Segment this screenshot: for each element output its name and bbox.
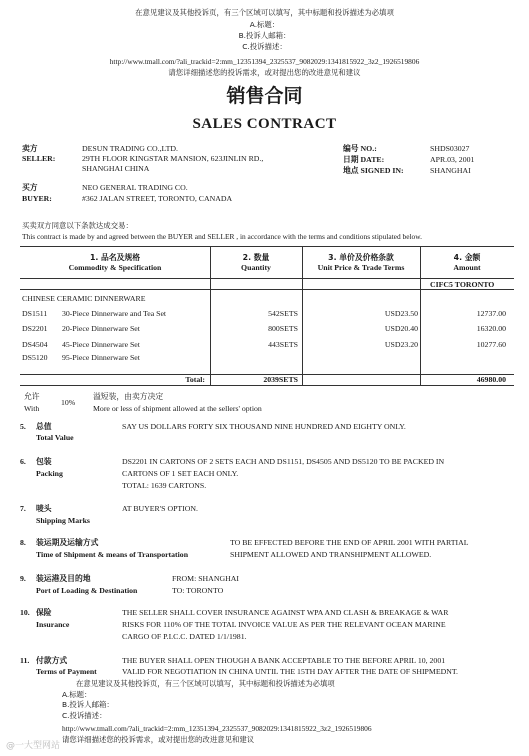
notice-url-link[interactable]: http://www.tmall.com/?ali_trackid=2:mm_12351394_2325537_9082029:1341815922_3z2_1926519806 [62, 724, 372, 733]
clause-title-en: Packing [36, 469, 63, 478]
item-amount: 16320.00 [476, 324, 506, 333]
notice-line: A.标题： [62, 690, 92, 699]
item-description: 45-Piece Dinnerware Set [62, 340, 140, 349]
allowance-label-en: With [24, 404, 40, 413]
item-quantity: 443SETS [268, 340, 298, 349]
notice-line: C.投诉描述： [242, 42, 287, 51]
total-quantity: 2039SETS [263, 375, 298, 384]
contract-place-value: SHANGHAI [430, 166, 471, 175]
clause-title-cn: 总值 [36, 422, 52, 431]
clause-title-en: Shipping Marks [36, 516, 90, 525]
clause-title-en: Port of Loading & Destination [36, 586, 138, 595]
clause-text: FROM: SHANGHAI [172, 574, 239, 583]
contract-date-label: 日期 DATE: [343, 155, 385, 164]
seller-address: 29TH FLOOR KINGSTAR MANSION, 623JINLIN RD., [82, 154, 264, 163]
clause-title-cn: 装运港及目的地 [36, 574, 91, 583]
notice-line: C.投诉描述： [62, 711, 107, 720]
clause-number: 9. [20, 574, 26, 583]
watermark: @一大型网站 [6, 741, 61, 751]
buyer-name: NEO GENERAL TRADING CO. [82, 183, 188, 192]
clause-title-cn: 唛头 [36, 504, 52, 513]
clause-title-cn: 包装 [36, 457, 52, 466]
seller-label-en: SELLER: [22, 154, 56, 163]
clause-title-en: Terms of Payment [36, 667, 97, 676]
clause-text: TO: TORONTO [172, 586, 224, 595]
clause-title-en: Total Value [36, 433, 74, 442]
clause-text: AT BUYER'S OPTION. [122, 504, 198, 513]
item-unit-price: USD23.50 [384, 309, 418, 318]
item-amount: 12737.00 [476, 309, 506, 318]
clause-text: CARGO OF P.I.C.C. DATED 1/1/1981. [122, 632, 247, 641]
title-english: SALES CONTRACT [192, 116, 337, 132]
clause-text: TOTAL: 1639 CARTONS. [122, 481, 207, 490]
seller-label-cn: 卖方 [22, 144, 38, 153]
notice-line: B.投诉人邮箱： [62, 700, 114, 709]
allowance-label-cn: 允许 [24, 392, 40, 401]
item-quantity: 800SETS [268, 324, 298, 333]
allowance-text-en: More or less of shipment allowed at the sellers' option [93, 404, 262, 413]
contract-no-label: 编号 NO.: [343, 144, 377, 153]
intro-cn: 买卖双方同意以下条款达成交易： [22, 221, 133, 230]
buyer-address: #362 JALAN STREET, TORONTO, CANADA [82, 194, 233, 203]
notice-line: 在意见建议及其他投诉页，有三个区域可以填写，其中标题和投诉描述为必填项 [76, 679, 335, 688]
clause-number: 5. [20, 422, 26, 431]
column-header-quantity: 2. 数量 Quantity [241, 253, 271, 272]
notice-line: 请您详细描述您的投诉需求，或对提出您的改进意见和建议 [62, 735, 255, 744]
clause-number: 11. [20, 656, 30, 665]
item-quantity: 542SETS [268, 309, 298, 318]
clause-text: SAY US DOLLARS FORTY SIX THOUSAND NINE HUNDRED AND EIGHTY ONLY. [122, 422, 406, 431]
column-header-unit-price: 3. 单价及价格条款 Unit Price & Trade Terms [317, 253, 405, 272]
clause-title-en: Insurance [36, 620, 70, 629]
buyer-label-cn: 买方 [22, 183, 38, 192]
column-header-commodity: 1. 品名及规格 Commodity & Specification [68, 253, 162, 272]
total-label: Total: [185, 375, 205, 384]
contract-no-value: SHDS03027 [430, 144, 470, 153]
item-description: 95-Piece Dinnerware Set [62, 353, 140, 362]
item-description: 20-Piece Dinnerware Set [62, 324, 140, 333]
notice-line: B.投诉人邮箱： [238, 31, 291, 40]
clause-number: 6. [20, 457, 26, 466]
clause-title-cn: 付款方式 [36, 656, 68, 665]
notice-line: A.标题： [249, 20, 280, 29]
contract-place-label: 地点 SIGNED IN: [343, 166, 404, 175]
clause-title-en: Time of Shipment & means of Transportation [36, 550, 189, 559]
total-amount: 46980.00 [476, 375, 506, 384]
clause-text: DS2201 IN CARTONS OF 2 SETS EACH AND DS1151, DS4505 AND DS5120 TO BE PACKED IN [122, 457, 445, 466]
intro-en: This contract is made by and agreed between the BUYER and SELLER , in accordance with the terms and conditions stipulated below. [22, 232, 422, 241]
clause-title-cn: 装运期及运输方式 [36, 538, 99, 547]
contract-date-value: APR.03, 2001 [430, 155, 475, 164]
item-code: DS5120 [22, 353, 48, 362]
buyer-label-en: BUYER: [22, 194, 52, 203]
allowance-text-cn: 溢短装，由卖方决定 [93, 392, 164, 401]
item-code: DS4504 [22, 340, 48, 349]
clause-text: RISKS FOR 110% OF THE TOTAL INVOICE VALUE AS PER THE RELEVANT OCEAN MARINE [122, 620, 446, 629]
clause-title-cn: 保险 [36, 608, 52, 617]
notice-url-link[interactable]: http://www.tmall.com/?ali_trackid=2:mm_12351394_2325537_9082029:1341815922_3z2_1926519806 [109, 57, 420, 66]
notice-line: 请您详细描述您的投诉需求，或对提出您的改进意见和建议 [168, 68, 361, 77]
item-code: DS1511 [22, 309, 48, 318]
clause-number: 8. [20, 538, 26, 547]
clause-number: 10. [20, 608, 30, 617]
clause-text: TO BE EFFECTED BEFORE THE END OF APRIL 2001 WITH PARTIAL [230, 538, 469, 547]
notice-line: 在意见建议及其他投诉页，有三个区域可以填写，其中标题和投诉描述为必填项 [135, 8, 394, 17]
clause-text: CARTONS OF 1 SET EACH ONLY. [122, 469, 239, 478]
seller-address: SHANGHAI CHINA [82, 164, 150, 173]
allowance-percent: 10% [61, 398, 76, 407]
item-code: DS2201 [22, 324, 48, 333]
clause-text: THE BUYER SHALL OPEN THOUGH A BANK ACCEPTABLE TO THE BEFORE APRIL 10, 2001 [122, 656, 446, 665]
item-description: 30-Piece Dinnerware and Tea Set [62, 309, 167, 318]
title-chinese: 销售合同 [226, 85, 303, 107]
clause-text: THE SELLER SHALL COVER INSURANCE AGAINST WPA AND CLASH & BREAKAGE & WAR [122, 608, 449, 617]
clause-number: 7. [20, 504, 26, 513]
item-unit-price: USD23.20 [384, 340, 418, 349]
clause-text: VALID FOR NEGOTIATION IN CHINA UNTIL THE 15TH DAY AFTER THE DATE OF SHIPMEDNT. [122, 667, 458, 676]
goods-category: CHINESE CERAMIC DINNERWARE [22, 294, 146, 303]
item-amount: 10277.60 [476, 340, 506, 349]
item-unit-price: USD20.40 [384, 324, 418, 333]
seller-name: DESUN TRADING CO.,LTD. [82, 144, 178, 153]
trade-term: CIFC5 TORONTO [430, 280, 495, 289]
column-header-amount: 4. 金额 Amount [453, 253, 481, 272]
clause-text: SHIPMENT ALLOWED AND TRANSHIPMENT ALLOWED. [230, 550, 432, 559]
